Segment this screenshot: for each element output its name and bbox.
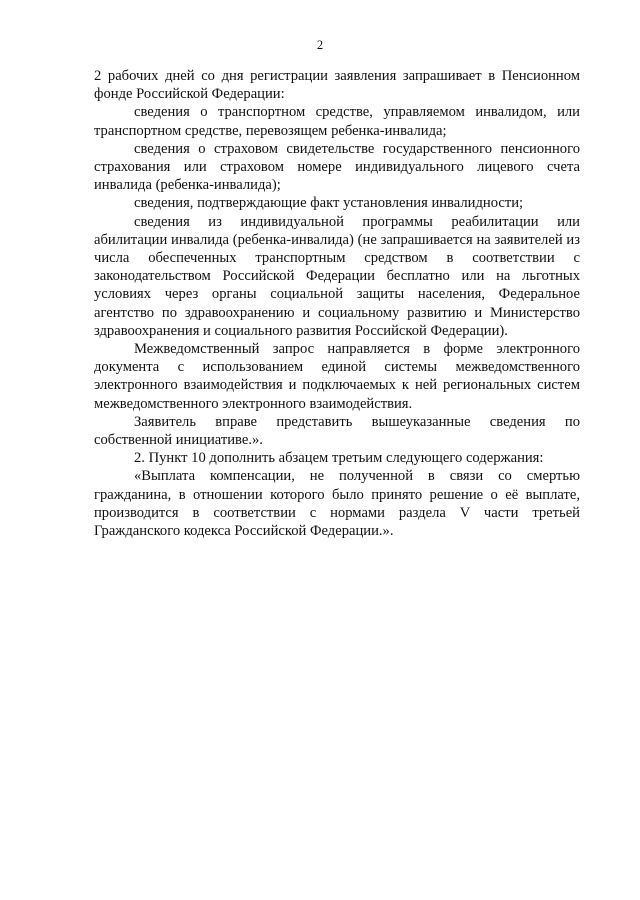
paragraph-3: сведения о страховом свидетельстве государственного пенсионного страхования или страховом номере индивидуального лицевого счета инвалида (ребенка-инвалида);	[94, 140, 580, 194]
paragraph-8: 2. Пункт 10 дополнить абзацем третьим следующего содержания:	[134, 450, 544, 467]
paragraph-6: Межведомственный запрос направляется в форме электронного документа с использованием единой системы межведомственного электронного взаимодействия и подключаемых к ней региональных систем межведомственного электронного взаимодействия.	[94, 341, 580, 412]
paragraph-9: «Выплата компенсации, не полученной в связи со смертью гражданина, в отношении которого было принято решение о её выплате, производится в соответствии с нормами раздела V части третьей Гражданского кодекса Российской Федерации.».	[94, 468, 580, 540]
document-body	[94, 67, 580, 540]
paragraph-1: 2 рабочих дней со дня регистрации заявления запрашивает в Пенсионном фонде Российской Федерации:	[94, 68, 580, 103]
paragraph-7: Заявитель вправе представить вышеуказанные сведения по собственной инициативе.».	[94, 413, 580, 449]
paragraph-4: сведения, подтверждающие факт установления инвалидности;	[134, 195, 524, 212]
paragraph-5: сведения из индивидуальной программы реабилитации или абилитации инвалида (ребенка-инвалида) (не запрашивается на заявителей из числа обеспеченных транспортным средством в соответствии с законодательством Российской Федерации бесплатно или на льготных условиях через органы социальной защиты населения, Федеральное агентство по здравоохранению и социальному развитию и Министерство здравоохранения и социального развития Российской Федерации).	[94, 213, 580, 339]
paragraph-2: сведения о транспортном средстве, управляемом инвалидом, или транспортном средстве, перевозящем ребенка-инвалида;	[94, 104, 580, 139]
page-number: 2	[316, 38, 324, 52]
